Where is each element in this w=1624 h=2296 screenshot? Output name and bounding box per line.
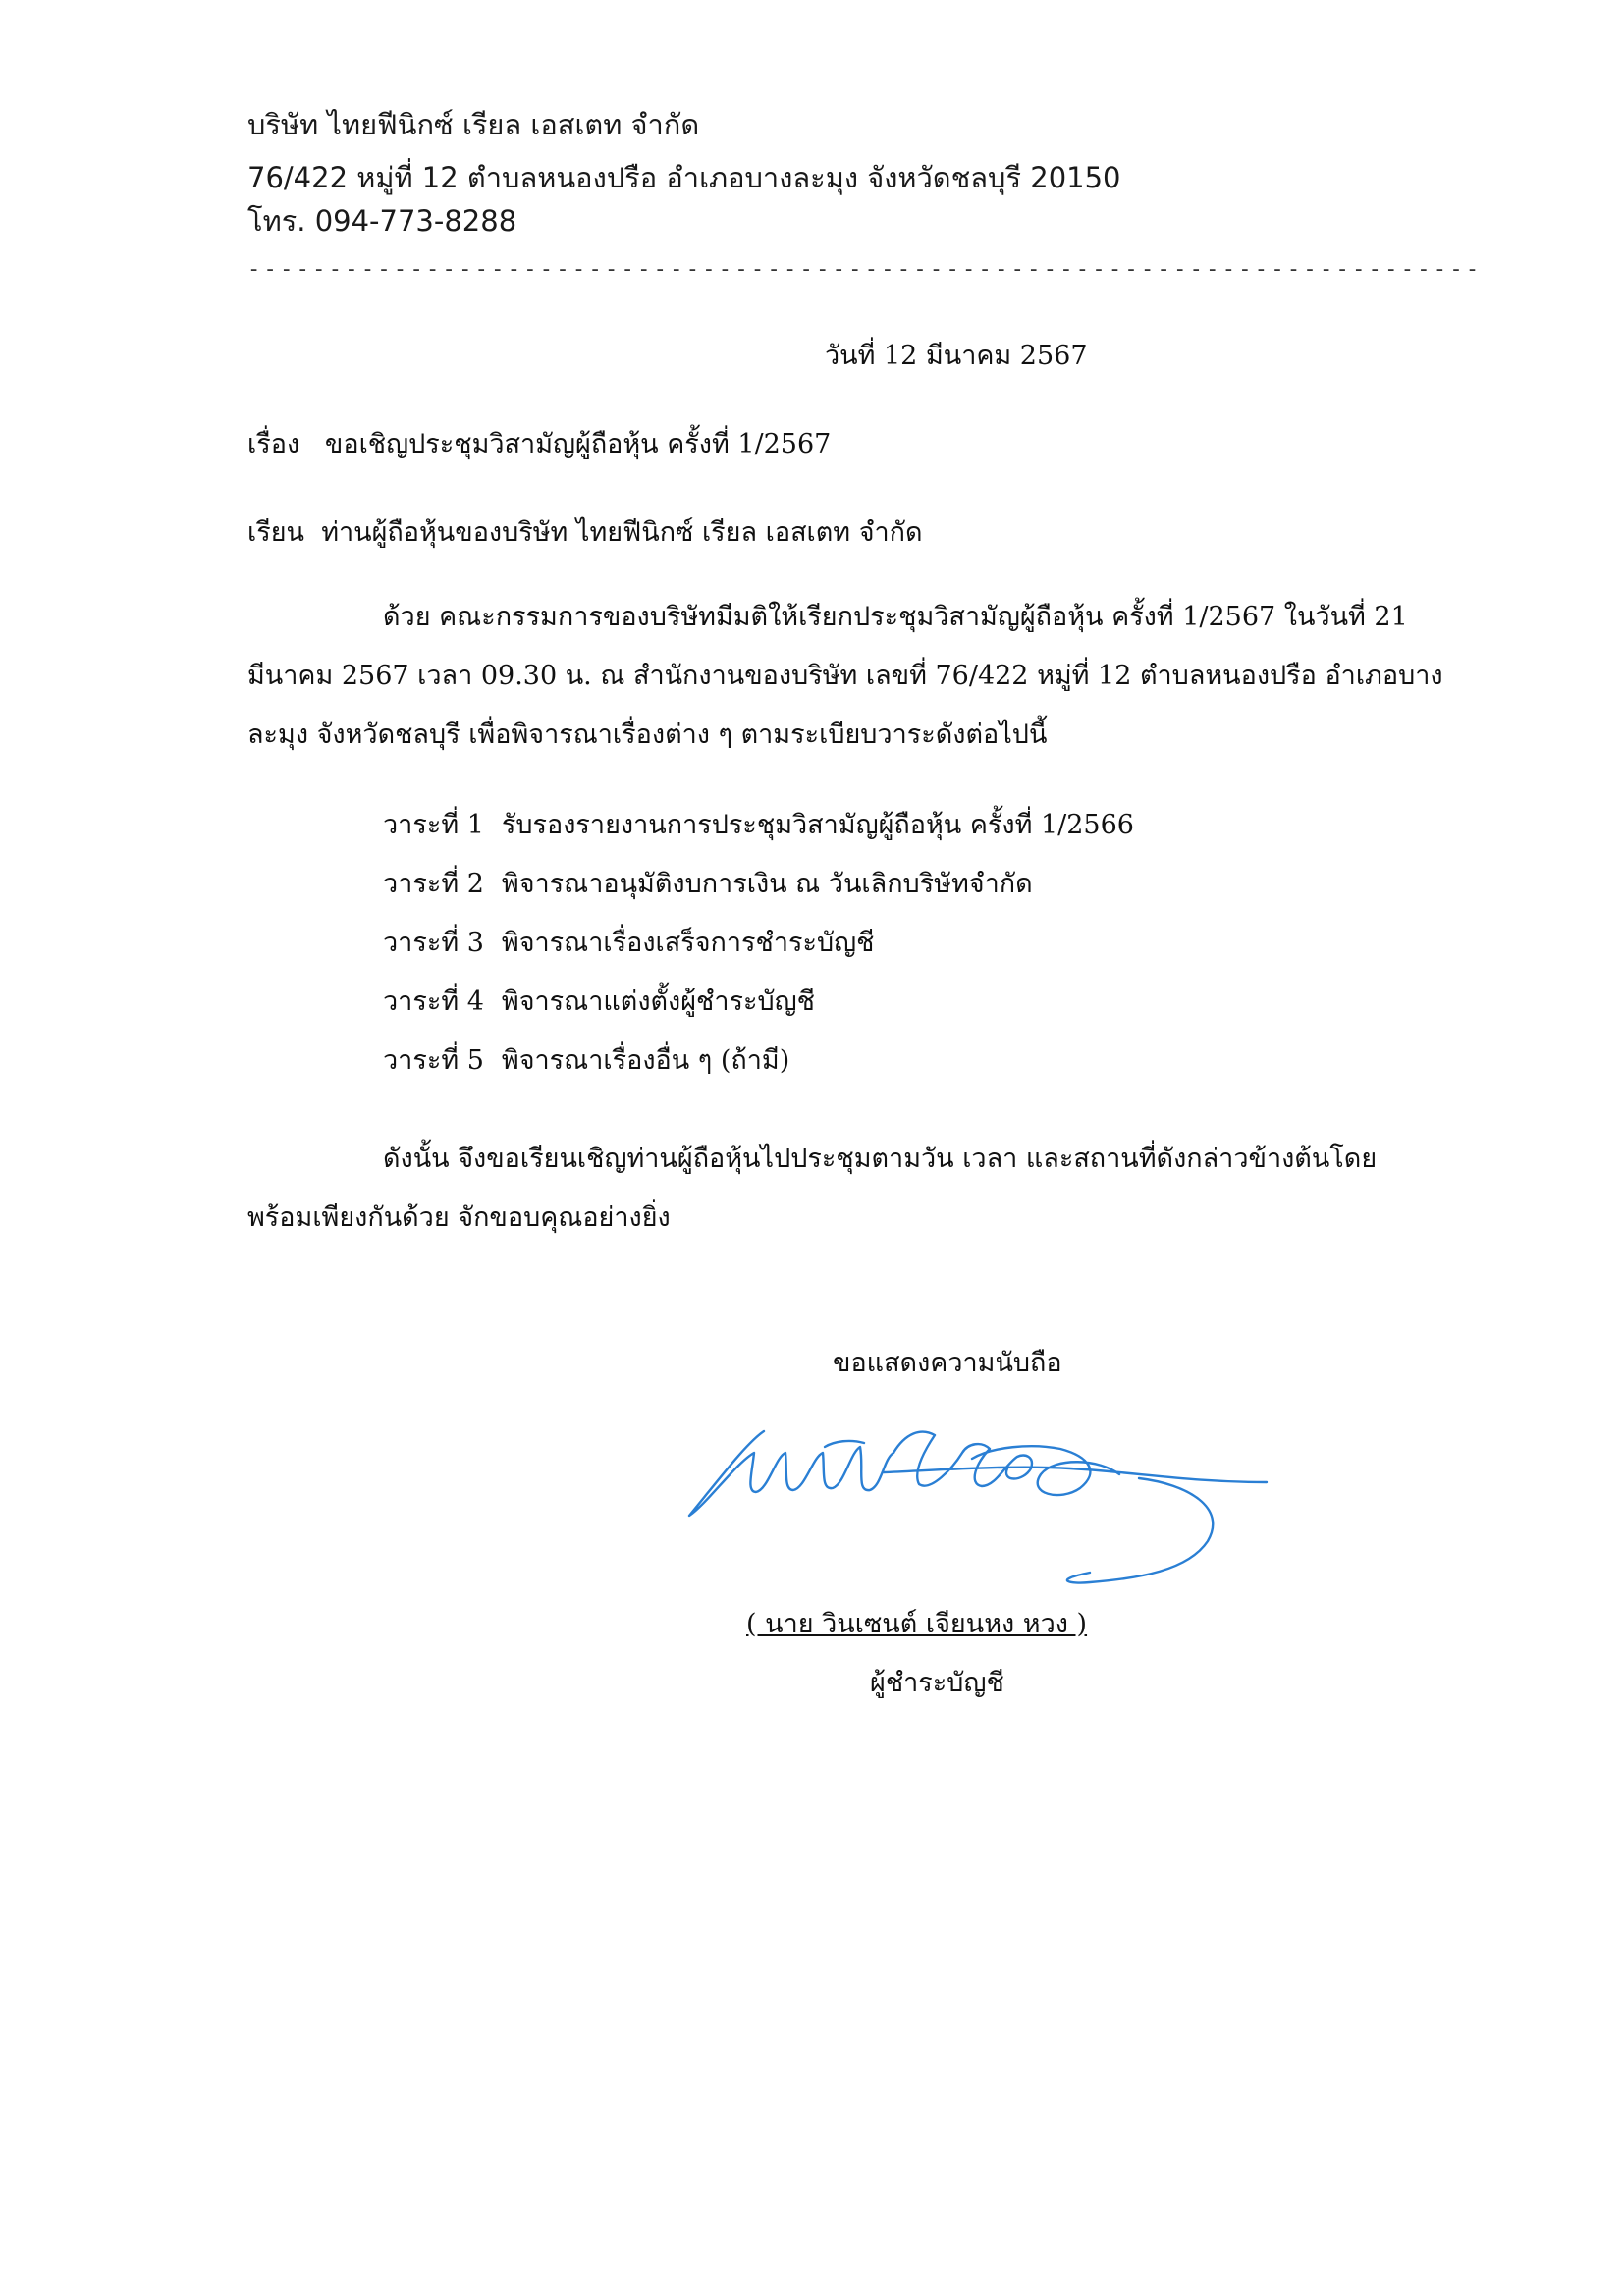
agenda-text: รับรองรายงานการประชุมวิสามัญผู้ถือหุ้น ครั้งที่ 1/2566 (501, 810, 1134, 840)
closing-line-1: ดังนั้น จึงขอเรียนเชิญท่านผู้ถือหุ้นไปประชุมตามวัน เวลา และสถานที่ดังกล่าวข้างต้นโดย (383, 1144, 1378, 1174)
closing-salutation: ขอแสดงความนับถือ (833, 1348, 1062, 1378)
recipient-line (247, 510, 923, 553)
letter-date: วันที่ 12 มีนาคม 2567 (825, 341, 1088, 371)
recipient-label: เรียน (247, 517, 305, 548)
body-line-2: มีนาคม 2567 เวลา 09.30 น. ณ สำนักงานของบริษัท เลขที่ 76/422 หมู่ที่ 12 ตำบลหนองปรือ อำเภอบาง (247, 661, 1443, 691)
agenda-number: วาระที่ 5 (383, 1045, 484, 1076)
agenda-number: วาระที่ 3 (383, 928, 484, 958)
agenda-list (383, 803, 1134, 1097)
company-phone: โทร. 094-773-8288 (247, 204, 517, 238)
agenda-text: พิจารณาแต่งตั้งผู้ชำระบัญชี (501, 987, 815, 1017)
agenda-number: วาระที่ 4 (383, 987, 484, 1017)
signatory-title: ผู้ชำระบัญชี (870, 1668, 1004, 1698)
closing-line-2: พร้อมเพียงกันด้วย จักขอบคุณอย่างยิ่ง (247, 1202, 671, 1233)
body-line-3: ละมุง จังหวัดชลบุรี เพื่อพิจารณาเรื่องต่าง ๆ ตามระเบียบวาระดังต่อไปนี้ (247, 720, 1048, 750)
subject-text: ขอเชิญประชุมวิสามัญผู้ถือหุ้น ครั้งที่ 1/2567 (324, 429, 832, 459)
header-divider: ---------------------------------------------------------------------------- (247, 257, 1483, 282)
handwritten-signature (677, 1414, 1276, 1590)
agenda-number: วาระที่ 2 (383, 869, 484, 899)
subject-line (247, 422, 831, 464)
agenda-item (383, 862, 1134, 921)
body-line-1: ด้วย คณะกรรมการของบริษัทมีมติให้เรียกประชุมวิสามัญผู้ถือหุ้น ครั้งที่ 1/2567 ในวันที่ 21 (383, 602, 1408, 632)
agenda-text: พิจารณาอนุมัติงบการเงิน ณ วันเลิกบริษัทจำกัด (501, 869, 1033, 899)
agenda-number: วาระที่ 1 (383, 810, 484, 840)
agenda-item (383, 1039, 1134, 1097)
agenda-text: พิจารณาเรื่องอื่น ๆ (ถ้ามี) (501, 1045, 790, 1076)
signature-icon (677, 1414, 1276, 1590)
agenda-item (383, 980, 1134, 1039)
agenda-text: พิจารณาเรื่องเสร็จการชำระบัญชี (501, 928, 875, 958)
agenda-item (383, 921, 1134, 980)
subject-label: เรื่อง (247, 429, 300, 459)
recipient-text: ท่านผู้ถือหุ้นของบริษัท ไทยฟีนิกซ์ เรียล เอสเตท จำกัด (321, 517, 923, 548)
signatory-name: ( นาย วินเซนต์ เจียนหง หวง ) (746, 1609, 1088, 1639)
agenda-item (383, 803, 1134, 862)
company-address: 76/422 หมู่ที่ 12 ตำบลหนองปรือ อำเภอบางละมุง จังหวัดชลบุรี 20150 (247, 161, 1121, 194)
company-name: บริษัท ไทยฟีนิกซ์ เรียล เอสเตท จำกัด (247, 108, 700, 141)
